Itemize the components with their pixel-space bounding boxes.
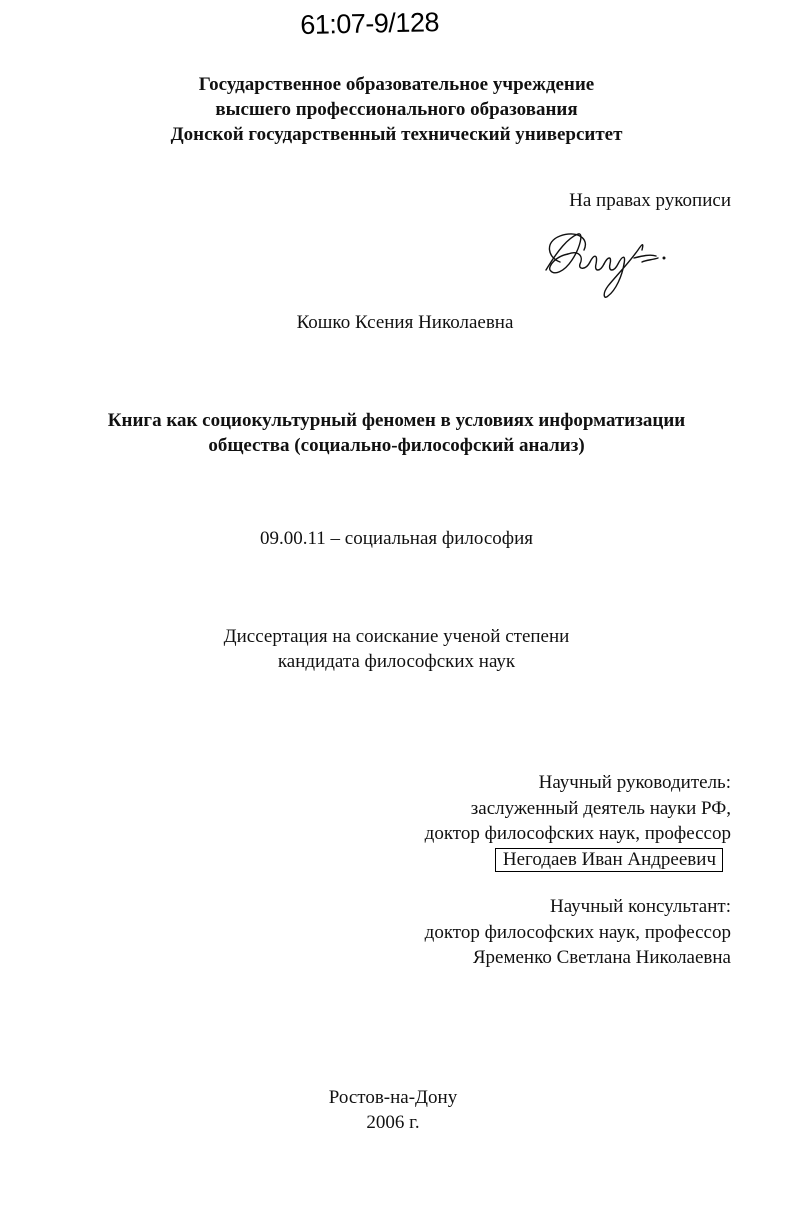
manuscript-rights: На правах рукописи	[569, 190, 731, 211]
place-and-year	[0, 1085, 786, 1135]
title-line-2: общества (социально-философский анализ)	[208, 435, 585, 456]
degree-statement	[0, 624, 793, 674]
degree-line-1: Диссертация на соискание ученой степени	[223, 626, 570, 647]
consultant-name: Яременко Светлана Николаевна	[472, 947, 731, 968]
supervisor-name: Негодаев Иван Андреевич	[495, 848, 723, 872]
author-signature	[538, 220, 678, 300]
supervisor-heading: Научный руководитель:	[538, 772, 731, 793]
institution-line-2: высшего профессионального образования	[215, 99, 578, 120]
city: Ростов-на-Дону	[328, 1087, 458, 1108]
supervisor-block	[425, 770, 731, 872]
consultant-block	[425, 894, 731, 971]
institution-line-1: Государственное образовательное учреждение	[198, 74, 595, 95]
institution-block	[0, 72, 793, 147]
year: 2006 г.	[366, 1112, 420, 1133]
supervisor-title-2: доктор философских наук, профессор	[424, 823, 731, 844]
consultant-heading: Научный консультант:	[549, 896, 731, 917]
degree-line-2: кандидата философских наук	[277, 651, 516, 672]
author-name: Кошко Ксения Николаевна	[296, 312, 514, 333]
archive-stamp: 61:07-9/128	[300, 7, 440, 40]
dissertation-title	[0, 408, 793, 458]
institution-line-3: Донской государственный технический университет	[170, 124, 623, 145]
consultant-title: доктор философских наук, профессор	[424, 921, 731, 943]
title-line-1: Книга как социокультурный феномен в условиях информатизации	[107, 410, 686, 431]
supervisor-name-row	[425, 847, 731, 873]
specialty-code: 09.00.11 – социальная философия	[260, 528, 533, 549]
supervisor-title-1: заслуженный деятель науки РФ,	[470, 797, 731, 819]
